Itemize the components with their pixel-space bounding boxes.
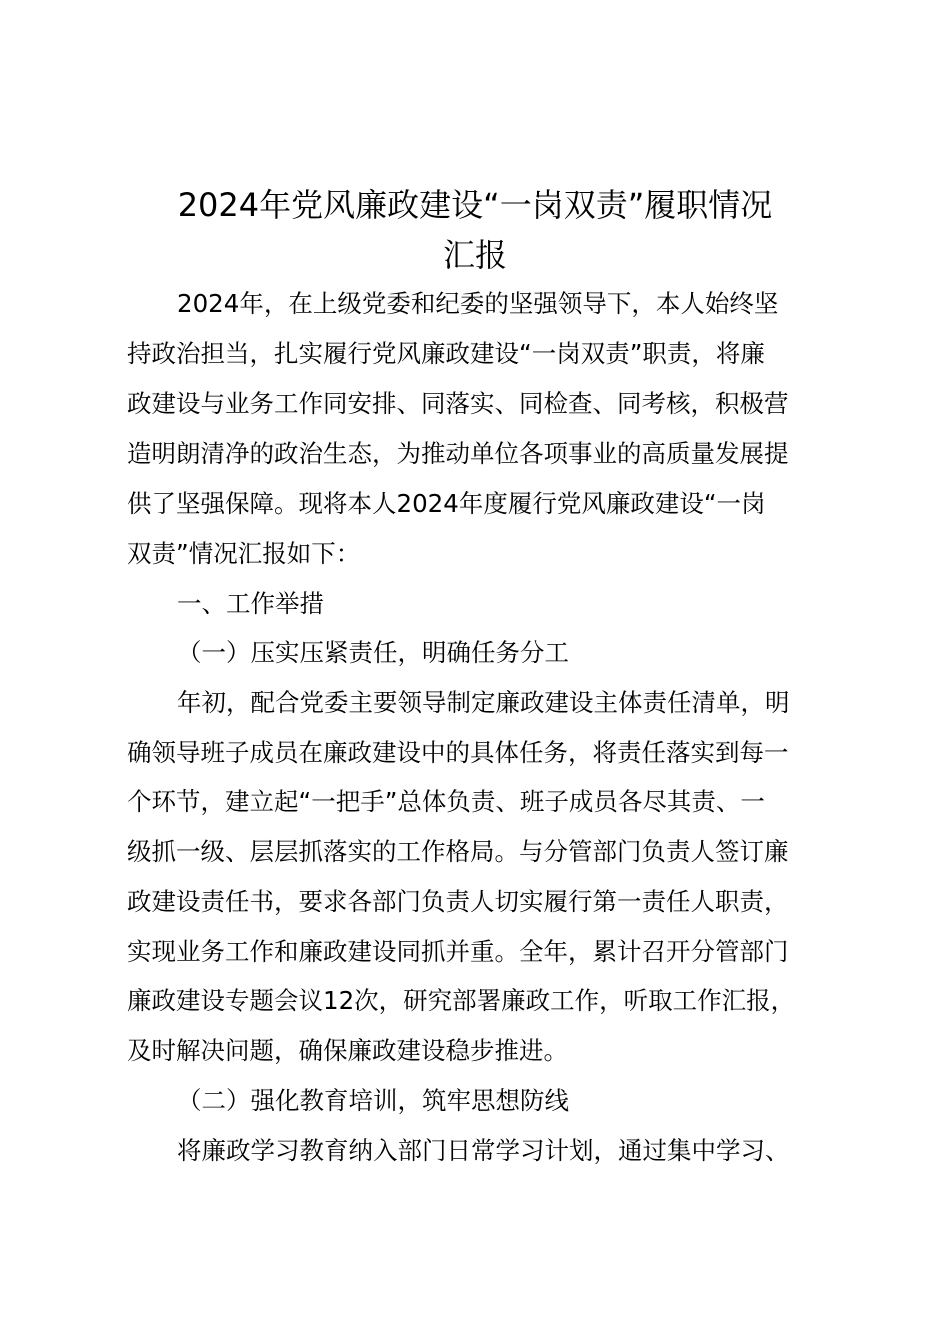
body-line: 双责”情况汇报如下： [127,539,361,568]
body-line: 个环节，建立起“一把手”总体负责、班子成员各尽其责、一 [127,787,765,816]
body-line: 2024年，在上级党委和纪委的坚强领导下，本人始终坚 [177,289,779,318]
body-line: 实现业务工作和廉政建设同抓并重。全年，累计召开分管部门 [127,937,789,966]
subsection-heading: （二）强化教育培训，筑牢思想防线 [177,1086,569,1115]
body-line: 年初，配合党委主要领导制定廉政建设主体责任清单，明 [177,688,790,717]
body-line: 造明朗清净的政治生态，为推动单位各项事业的高质量发展提 [127,439,789,468]
subsection-heading: （一）压实压紧责任，明确任务分工 [177,638,569,667]
body-line: 政建设责任书，要求各部门负责人切实履行第一责任人职责， [127,887,789,916]
body-line: 持政治担当，扎实履行党风廉政建设“一岗双责”职责，将廉 [127,339,765,368]
body-line: 政建设与业务工作同安排、同落实、同检查、同考核，积极营 [127,389,789,418]
section-heading: 一、工作举措 [177,589,324,618]
body-line: 确领导班子成员在廉政建设中的具体任务，将责任落实到每一 [127,738,789,767]
title-line-1: 2024年党风廉政建设“一岗双责”履职情况 [177,186,773,224]
body-line: 级抓一级、层层抓落实的工作格局。与分管部门负责人签订廉 [127,837,789,866]
body-line: 廉政建设专题会议12次，研究部署廉政工作，听取工作汇报， [127,986,796,1015]
body-line: 供了坚强保障。现将本人2024年度履行党风廉政建设“一岗 [127,489,766,518]
body-line: 及时解决问题，确保廉政建设稳步推进。 [127,1036,568,1065]
body-line: 将廉政学习教育纳入部门日常学习计划，通过集中学习、 [177,1136,790,1165]
document-title [100,180,850,280]
title-line-2: 汇报 [442,236,507,274]
